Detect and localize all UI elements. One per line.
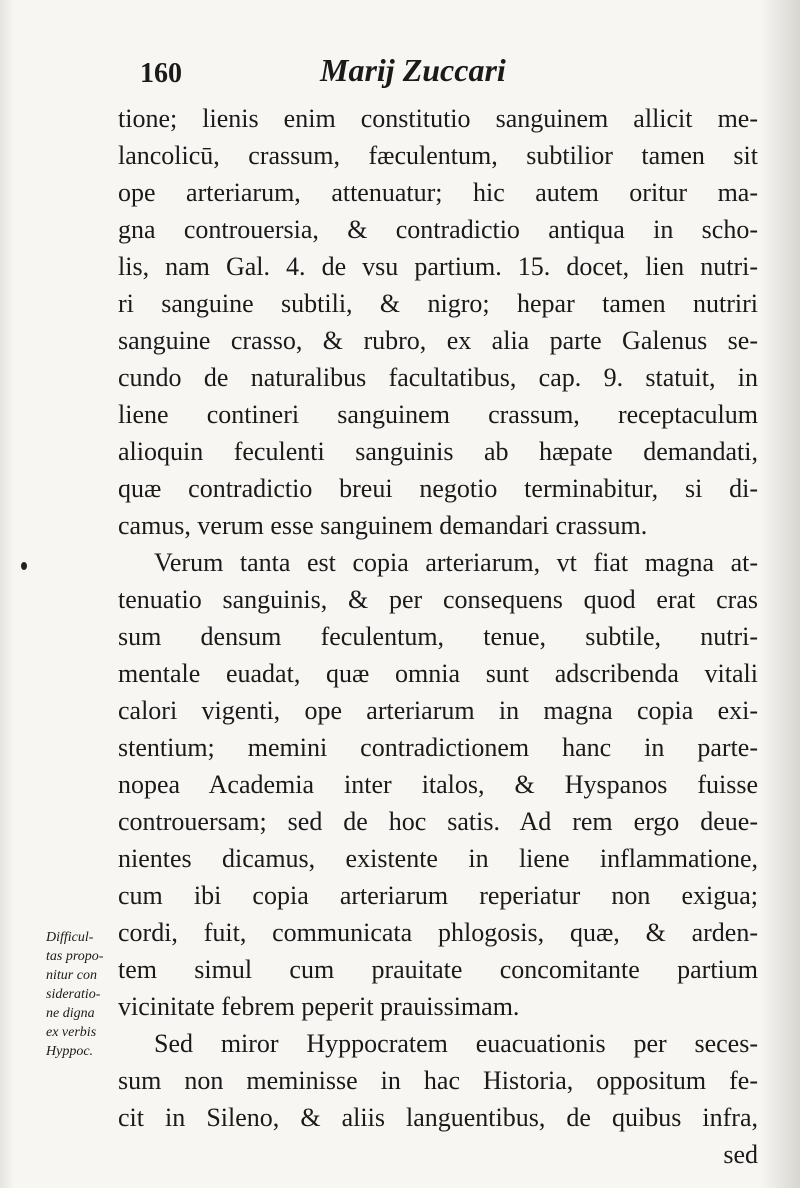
text-line: tem simul cum prauitate concomitante partium bbox=[118, 955, 758, 984]
text-line: nientes dicamus, existente in liene inflammatione, bbox=[118, 844, 758, 873]
text-line: sum non meminisse in hac Historia, oppositum fe- bbox=[118, 1066, 758, 1095]
margin-note-line: nitur con bbox=[46, 968, 97, 983]
margin-note bbox=[46, 928, 130, 1061]
text-line: ri sanguine subtili, & nigro; hepar tamen nutriri bbox=[118, 289, 758, 318]
page-right-edge bbox=[760, 0, 800, 1188]
margin-note-line: sideratio- bbox=[46, 987, 101, 1002]
text-line: calori vigenti, ope arteriarum in magna copia exi- bbox=[118, 696, 758, 725]
text-line: controuersam; sed de hoc satis. Ad rem ergo deue- bbox=[118, 807, 758, 836]
page-left-edge bbox=[0, 0, 14, 1188]
body-text bbox=[118, 100, 758, 1173]
text-line: Sed miror Hyppocratem euacuationis per seces- bbox=[154, 1029, 758, 1058]
margin-note-line: ex verbis bbox=[46, 1025, 97, 1040]
text-line: tenuatio sanguinis, & per consequens quod erat cras bbox=[118, 585, 758, 614]
margin-note-line: Difficul- bbox=[46, 930, 94, 945]
text-line: lancolicū, crassum, fæculentum, subtilior tamen sit bbox=[118, 141, 758, 170]
text-line: sanguine crasso, & rubro, ex alia parte Galenus se- bbox=[118, 326, 758, 355]
text-line: mentale euadat, quæ omnia sunt adscribenda vitali bbox=[118, 659, 758, 688]
text-line: vicinitate febrem peperit prauissimam. bbox=[118, 992, 520, 1021]
text-line: alioquin feculenti sanguinis ab hæpate demandati, bbox=[118, 437, 758, 466]
text-line: nopea Academia inter italos, & Hyspanos fuisse bbox=[118, 770, 758, 799]
text-line: stentium; memini contradictionem hanc in parte- bbox=[118, 733, 758, 762]
text-line: cordi, fuit, communicata phlogosis, quæ, & arden- bbox=[118, 918, 758, 947]
text-line: sed bbox=[723, 1140, 758, 1169]
text-line: cum ibi copia arteriarum reperiatur non exigua; bbox=[118, 881, 758, 910]
text-line: sum densum feculentum, tenue, subtile, nutri- bbox=[118, 622, 758, 651]
ink-speck bbox=[21, 562, 27, 570]
text-line: ope arteriarum, attenuatur; hic autem oritur ma- bbox=[118, 178, 758, 207]
text-line: cit in Sileno, & aliis languentibus, de quibus infra, bbox=[118, 1103, 758, 1132]
margin-note-line: ne digna bbox=[46, 1006, 95, 1021]
text-line: Verum tanta est copia arteriarum, vt fiat magna at- bbox=[154, 548, 758, 577]
text-line: liene contineri sanguinem crassum, receptaculum bbox=[118, 400, 758, 429]
text-line: camus, verum esse sanguinem demandari crassum. bbox=[118, 511, 648, 540]
running-head: Marij Zuccari bbox=[320, 52, 506, 88]
text-line: tione; lienis enim constitutio sanguinem allicit me- bbox=[118, 104, 758, 133]
text-line: quæ contradictio breui negotio terminabitur, si di- bbox=[118, 474, 758, 503]
text-line: lis, nam Gal. 4. de vsu partium. 15. docet, lien nutri- bbox=[118, 252, 758, 281]
page-header bbox=[140, 52, 580, 92]
page-number: 160 bbox=[140, 58, 182, 89]
margin-note-line: Hyppoc. bbox=[46, 1044, 94, 1059]
text-line: gna controuersia, & contradictio antiqua in scho- bbox=[118, 215, 758, 244]
text-line: cundo de naturalibus facultatibus, cap. 9. statuit, in bbox=[118, 363, 758, 392]
margin-note-line: tas propo- bbox=[46, 949, 104, 964]
